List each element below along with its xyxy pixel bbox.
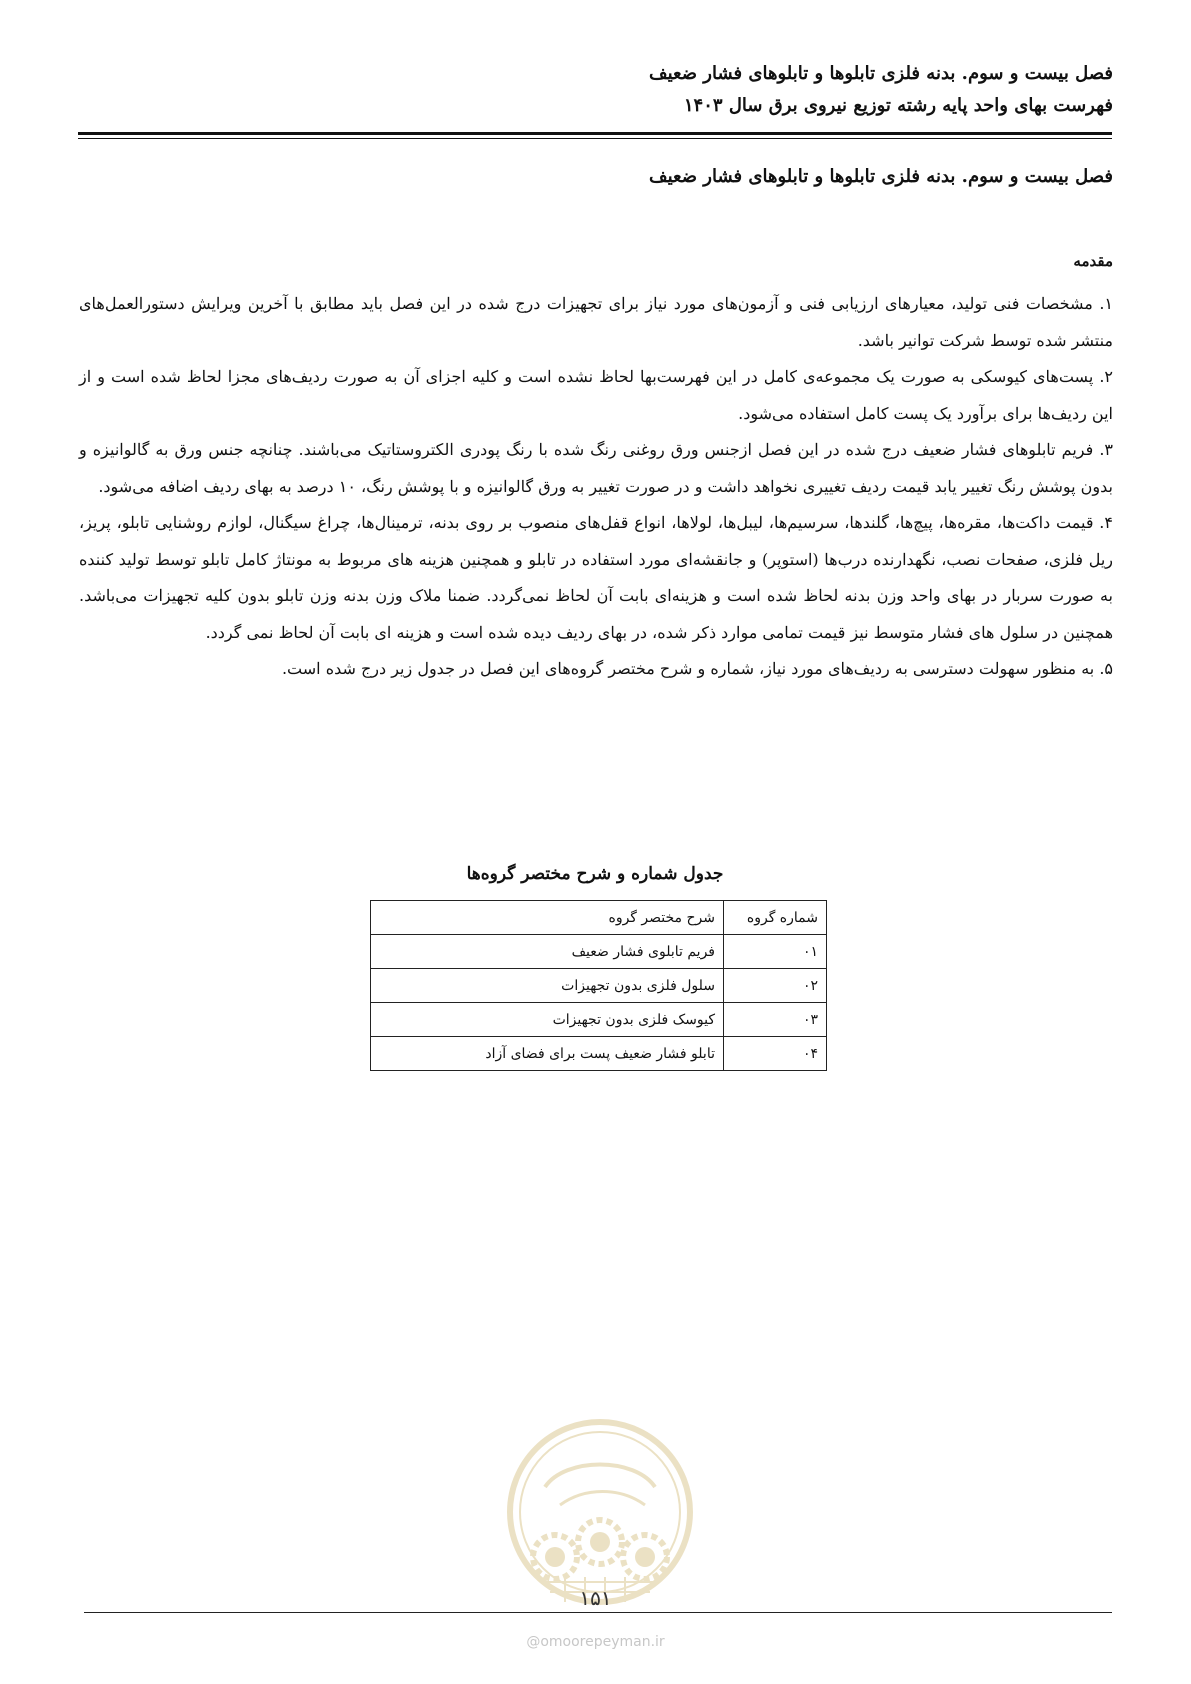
header-rule-thick xyxy=(78,132,1112,135)
table-header-row xyxy=(371,901,827,935)
paragraph-4: ۴. قیمت داکت‌ها، مقره‌ها، پیچ‌ها، گلندها، سرسیم‌ها، لیبل‌ها، لولاها، انواع قفل‌های منصوب بر روی بدنه، ترمینال‌ها، چراغ سیگنال، لوازم روشنایی تابلو، پریز، ریل فلزی، صفحات نصب، نگهدارنده درب‌ها (استوپر) و جانقشه‌ای مورد استفاده در تابلو و همچنین هزینه های مربوط به مونتاژ کامل تابلو توسط تولید کننده به صورت سربار در بهای واحد وزن بدنه لحاظ شده است و هزینه‌ای بابت آن لحاظ نمی‌گردد. ضمنا ملاک وزن بدنه وزن تابلو بدون کلیه تجهیزات می‌باشد. همچنین در سلول های فشار متوسط نیز قیمت تمامی موارد ذکر شده، در بهای ردیف دیده شده است و هزینه ای بابت آن لحاظ نمی گردد. xyxy=(79,513,1113,642)
group-number-cell: ۰۳ xyxy=(724,1003,827,1037)
header-rule-thin xyxy=(78,138,1112,139)
intro-paragraphs xyxy=(79,286,1113,688)
group-description-cell: تابلو فشار ضعیف پست برای فضای آزاد xyxy=(371,1037,724,1071)
group-description-cell: سلول فلزی بدون تجهیزات xyxy=(371,969,724,1003)
group-description-cell: کیوسک فلزی بدون تجهیزات xyxy=(371,1003,724,1037)
watermark-url: @omoorepeyman.ir xyxy=(526,1634,665,1650)
page-number: ۱۵۱ xyxy=(579,1586,612,1610)
group-number-cell: ۰۴ xyxy=(724,1037,827,1071)
column-header-group-number: شماره گروه xyxy=(724,901,827,935)
header-price-list-line: فهرست بهای واحد پایه رشته توزیع نیروی برق سال ۱۴۰۳ xyxy=(683,95,1113,116)
group-number-cell: ۰۲ xyxy=(724,969,827,1003)
table-row xyxy=(371,1003,827,1037)
footer-rule xyxy=(84,1612,1112,1613)
table-title: جدول شماره و شرح مختصر گروه‌ها xyxy=(466,864,724,884)
paragraph-1: ۱. مشخصات فنی تولید، معیارهای ارزیابی فنی و آزمون‌های مورد نیاز برای تجهیزات درج شده در این فصل باید مطابق با آخرین ویرایش دستورالعمل‌های منتشر شده توسط شرکت توانیر باشد. xyxy=(79,294,1113,350)
paragraph-5: ۵. به منظور سهولت دسترسی به ردیف‌های مورد نیاز، شماره و شرح مختصر گروه‌های این فصل در جدول زیر درج شده است. xyxy=(281,659,1113,678)
column-header-group-description: شرح مختصر گروه xyxy=(371,901,724,935)
header-chapter-line: فصل بیست و سوم. بدنه فلزی تابلوها و تابلوهای فشار ضعیف xyxy=(648,63,1113,84)
table-row xyxy=(371,969,827,1003)
page-header xyxy=(79,58,1113,122)
group-number-cell: ۰۱ xyxy=(724,935,827,969)
groups-table xyxy=(370,900,827,1071)
table-row xyxy=(371,1037,827,1071)
intro-heading: مقدمه xyxy=(1073,252,1113,270)
paragraph-2: ۲. پست‌های کیوسکی به صورت یک مجموعه‌ی کامل در این فهرست‌بها لحاظ نشده است و کلیه اجزای آن به صورت ردیف‌های مجزا لحاظ شده است و از این ردیف‌ها برای برآورد یک پست کامل استفاده می‌شود. xyxy=(79,367,1113,423)
chapter-title: فصل بیست و سوم. بدنه فلزی تابلوها و تابلوهای فشار ضعیف xyxy=(648,166,1113,187)
paragraph-3: ۳. فریم تابلوهای فشار ضعیف درج شده در این فصل ازجنس ورق روغنی رنگ شده با رنگ پودری الکتروستاتیک می‌باشند. چنانچه جنس ورق به گالوانیزه و بدون پوشش رنگ تغییر یابد قیمت ردیف تغییری نخواهد داشت و در صورت تغییر به ورق گالوانیزه و با پوشش رنگ، ۱۰ درصد به بهای ردیف اضافه می‌شود. xyxy=(79,440,1113,496)
table-row xyxy=(371,935,827,969)
group-description-cell: فریم تابلوی فشار ضعیف xyxy=(371,935,724,969)
